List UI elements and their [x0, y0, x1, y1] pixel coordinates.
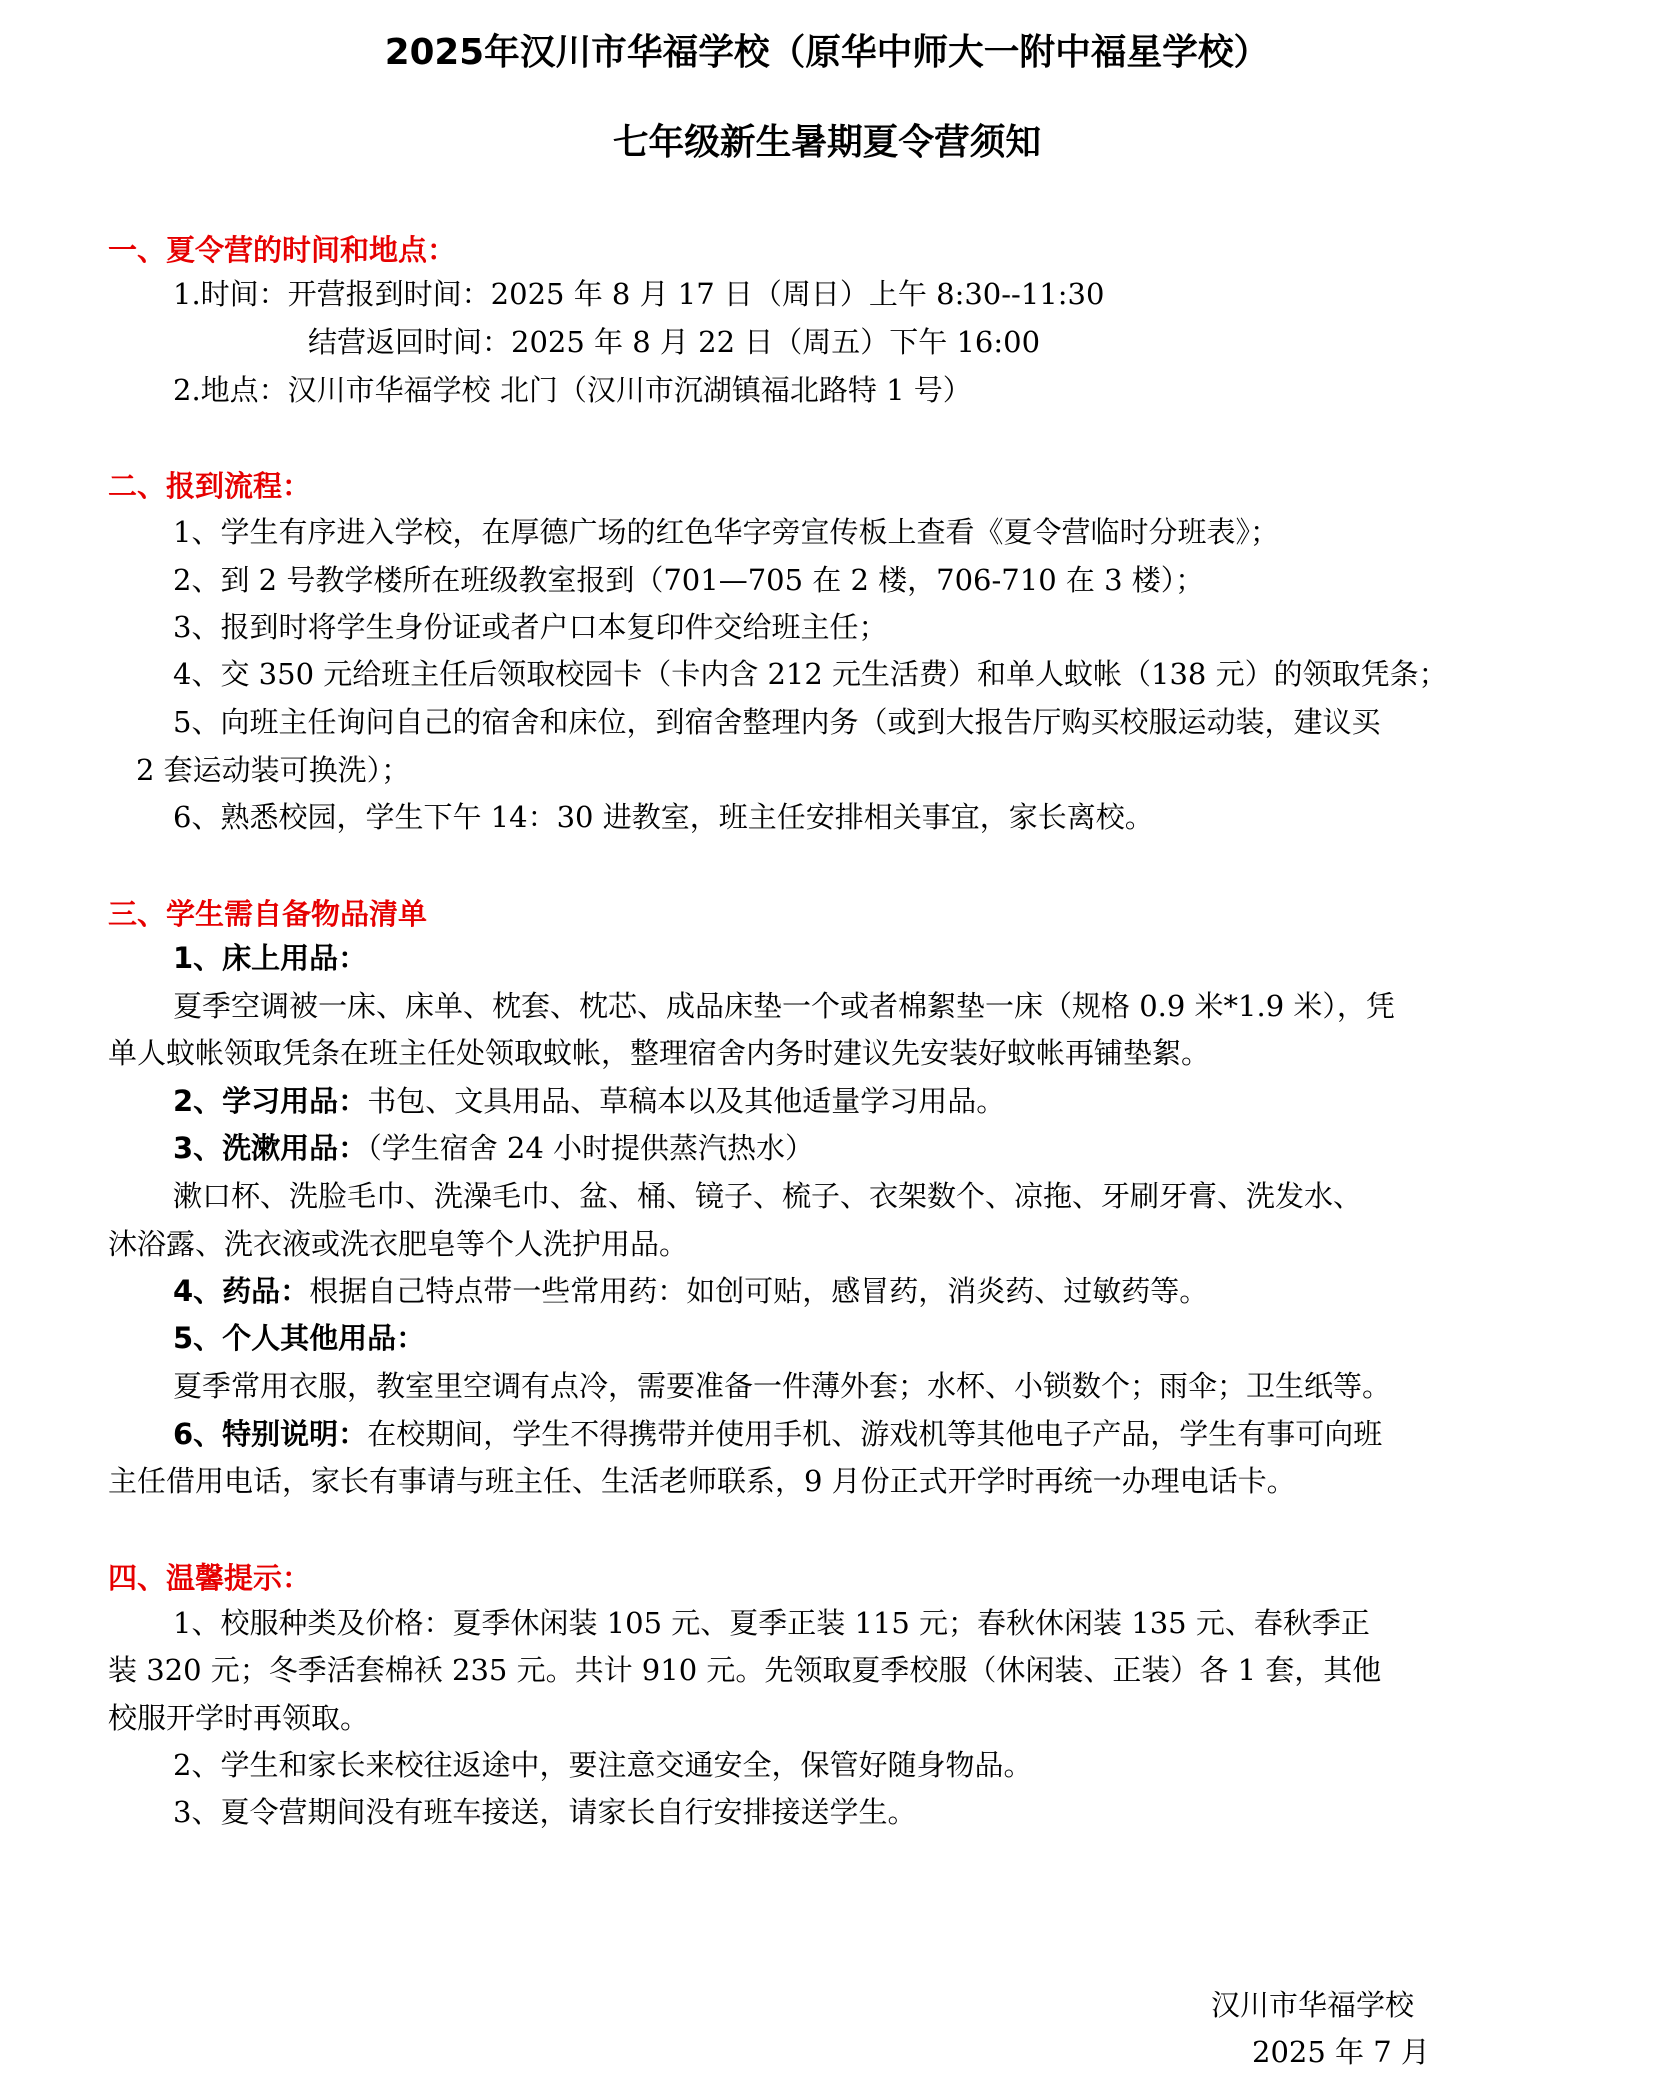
section-1-heading: 一、夏令营的时间和地点： — [108, 233, 457, 267]
s3-personal-heading: 5、个人其他用品： — [173, 1321, 426, 1355]
s4-item-1b: 装 320 元；冬季活套棉袄 235 元。共计 910 元。先领取夏季校服（休闲装、正装）各 1 套，其他 — [108, 1653, 1382, 1687]
s3-bedding-heading: 1、床上用品： — [173, 941, 368, 975]
s4-item-2: 2、学生和家长来校往返途中，要注意交通安全，保管好随身物品。 — [173, 1748, 1033, 1782]
s2-item-3: 3、报到时将学生身份证或者户口本复印件交给班主任； — [173, 610, 888, 644]
s3-bedding-text-b: 单人蚊帐领取凭条在班主任处领取蚊帐，整理宿舍内务时建议先安装好蚊帐再铺垫絮。 — [108, 1036, 1211, 1070]
s2-item-2: 2、到 2 号教学楼所在班级教室报到（701—705 在 2 楼，706-710 在 3 楼）； — [173, 563, 1205, 597]
s4-item-1c: 校服开学时再领取。 — [108, 1701, 370, 1735]
s3-special-text-b: 主任借用电话，家长有事请与班主任、生活老师联系，9 月份正式开学时再统一办理电话卡。 — [108, 1464, 1296, 1498]
s3-toiletry-text-b: 沐浴露、洗衣液或洗衣肥皂等个人洗护用品。 — [108, 1227, 689, 1261]
s2-item-1: 1、学生有序进入学校，在厚德广场的红色华字旁宣传板上查看《夏令营临时分班表》； — [173, 515, 1279, 549]
s3-medicine-heading: 4、药品： — [173, 1274, 310, 1308]
s3-study-line — [173, 1083, 1005, 1119]
s3-personal-text: 夏季常用衣服，教室里空调有点冷，需要准备一件薄外套；水杯、小锁数个；雨伞；卫生纸等。 — [173, 1369, 1392, 1403]
section-3-heading: 三、学生需自备物品清单 — [108, 897, 428, 931]
document-subtitle: 七年级新生暑期夏令营须知 — [612, 122, 1042, 163]
s3-special-text-a: 在校期间，学生不得携带并使用手机、游戏机等其他电子产品，学生有事可向班 — [367, 1417, 1383, 1451]
s3-special-heading: 6、特别说明： — [173, 1417, 368, 1451]
s1-place-line: 2.地点：汉川市华福学校 北门（汉川市沉湖镇福北路特 1 号） — [173, 373, 972, 407]
s2-item-6: 6、熟悉校园，学生下午 14：30 进教室，班主任安排相关事宜，家长离校。 — [173, 800, 1154, 834]
s3-toiletry-line — [173, 1130, 814, 1166]
s1-return-line: 结营返回时间：2025 年 8 月 22 日（周五）下午 16:00 — [308, 325, 1041, 359]
section-4-heading: 四、温馨提示： — [108, 1561, 312, 1595]
s2-item-5b: 2 套运动装可换洗）； — [136, 753, 411, 787]
s3-medicine-text: 根据自己特点带一些常用药：如创可贴，感冒药，消炎药、过敏药等。 — [309, 1274, 1209, 1308]
s3-study-heading: 2、学习用品： — [173, 1084, 368, 1118]
signature-date: 2025 年 7 月 — [1252, 2035, 1430, 2069]
s3-medicine-line — [173, 1273, 1208, 1309]
s3-bedding-text-a: 夏季空调被一床、床单、枕套、枕芯、成品床垫一个或者棉絮垫一床（规格 0.9 米*1.9 米），凭 — [173, 989, 1395, 1023]
s1-time-line: 1.时间：开营报到时间：2025 年 8 月 17 日（周日）上午 8:30--11:30 — [173, 277, 1105, 311]
s4-item-3: 3、夏令营期间没有班车接送，请家长自行安排接送学生。 — [173, 1795, 917, 1829]
section-2-heading: 二、报到流程： — [108, 469, 312, 503]
s3-special-line — [173, 1416, 1382, 1452]
s2-item-4: 4、交 350 元给班主任后领取校园卡（卡内含 212 元生活费）和单人蚊帐（138 元）的领取凭条； — [173, 657, 1448, 691]
s2-item-5a: 5、向班主任询问自己的宿舍和床位，到宿舍整理内务（或到大报告厅购买校服运动装，建议买 — [173, 705, 1381, 739]
s3-study-text: 书包、文具用品、草稿本以及其他适量学习用品。 — [367, 1084, 1006, 1118]
s4-item-1a: 1、校服种类及价格：夏季休闲装 105 元、夏季正装 115 元；春秋休闲装 135 元、春秋季正 — [173, 1606, 1370, 1640]
document-title: 2025年汉川市华福学校（原华中师大一附中福星学校） — [384, 32, 1270, 73]
s3-toiletry-heading: 3、洗漱用品： — [173, 1131, 368, 1165]
signature-org: 汉川市华福学校 — [1211, 1988, 1415, 2022]
s3-toiletry-note: （学生宿舍 24 小时提供蒸汽热水） — [367, 1131, 815, 1165]
s3-toiletry-text-a: 漱口杯、洗脸毛巾、洗澡毛巾、盆、桶、镜子、梳子、衣架数个、凉拖、牙刷牙膏、洗发水、 — [173, 1179, 1363, 1213]
